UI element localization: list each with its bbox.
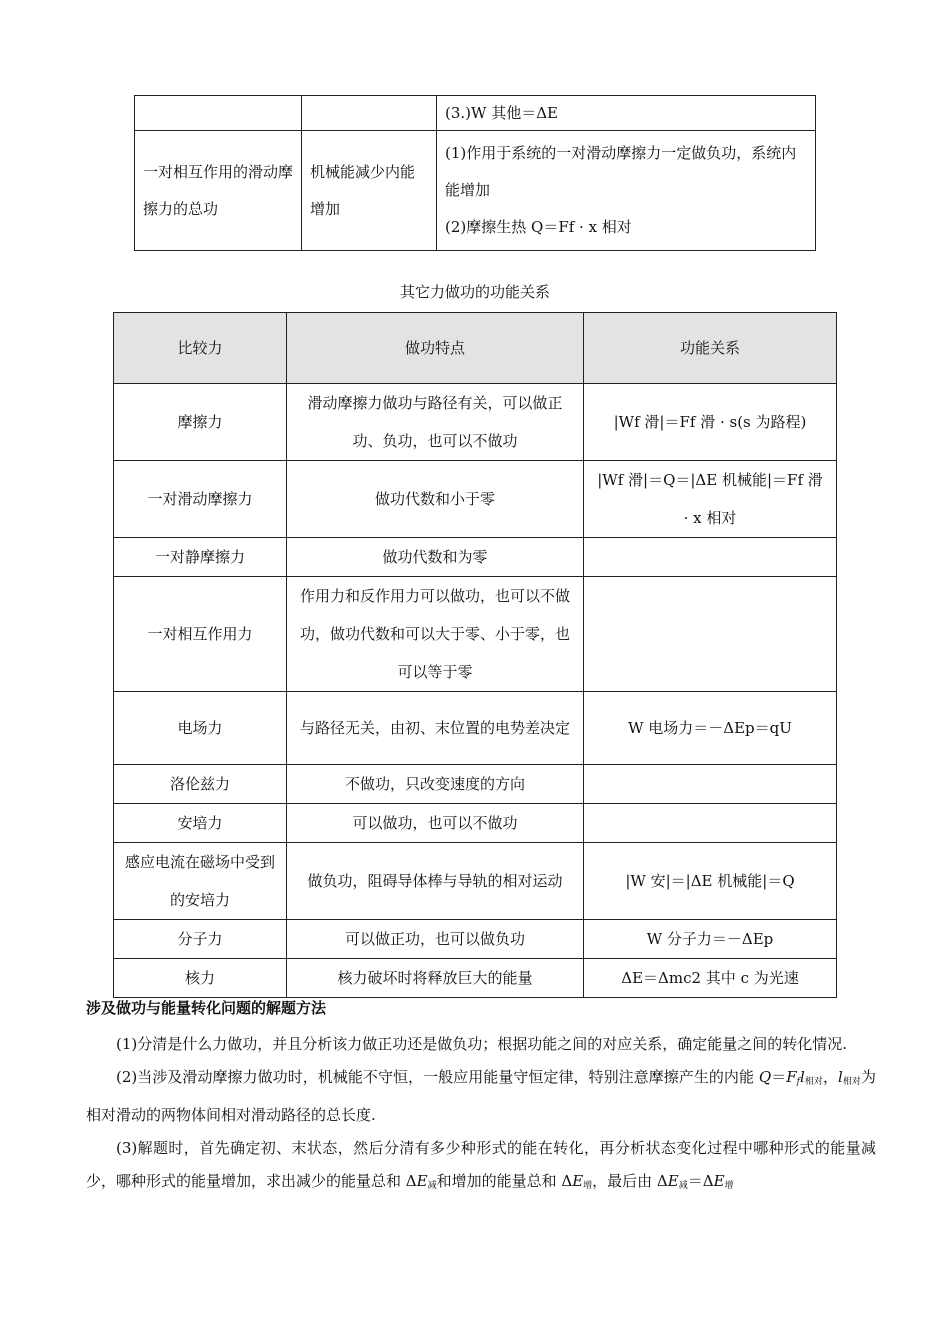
- force-cell: 洛伦兹力: [114, 765, 287, 804]
- cell-line: (2)摩擦生热 Q＝Ff · x 相对: [445, 218, 632, 236]
- table-row: [114, 920, 837, 959]
- table-cell: 机械能减少内能增加: [302, 131, 437, 251]
- work-energy-table: [113, 312, 837, 998]
- feature-cell: 核力破坏时将释放巨大的能量: [287, 959, 584, 998]
- paragraph-1: (1)分清是什么力做功，并且分析该力做正功还是做负功；根据功能之间的对应关系，确定能量之间的转化情况.: [116, 1035, 848, 1053]
- table-row: [114, 804, 837, 843]
- relation-cell: [584, 804, 837, 843]
- relation-cell: W 电场力＝－ΔEp＝qU: [584, 692, 837, 765]
- methods-section: [86, 997, 876, 1203]
- table-row: [114, 692, 837, 765]
- force-cell: 一对相互作用力: [114, 577, 287, 692]
- relation-cell: |W 安|＝|ΔE 机械能|＝Q: [584, 843, 837, 920]
- table-cell: 一对相互作用的滑动摩擦力的总功: [135, 131, 302, 251]
- feature-cell: 做功代数和小于零: [287, 461, 584, 538]
- table-cell: (3.)W 其他＝ΔE: [437, 96, 816, 131]
- paragraph-3: (3)解题时，首先确定初、末状态，然后分清有多少种形式的能在转化，再分析状态变化过程中哪种形式的能量减少，哪种形式的能量增加，求出减少的能量总和 $\Delta E_减$和增加的能量总和 $\Delta E_增$，最后由 $\Delta E_减=\Delta E_增$: [86, 1139, 876, 1191]
- relation-cell: [584, 538, 837, 577]
- table-cell: [135, 96, 302, 131]
- table-row: [114, 765, 837, 804]
- cell-line: (1)作用于系统的一对滑动摩擦力一定做负功，系统内能增加: [445, 144, 797, 199]
- relation-cell: ΔE＝Δmc2 其中 c 为光速: [584, 959, 837, 998]
- table-header-row: [114, 313, 837, 384]
- table-row: [114, 577, 837, 692]
- table-row: [114, 461, 837, 538]
- feature-cell: 可以做功，也可以不做功: [287, 804, 584, 843]
- relation-cell: |Wf 滑|＝Ff 滑 · s(s 为路程): [584, 384, 837, 461]
- force-cell: 分子力: [114, 920, 287, 959]
- feature-cell: 作用力和反作用力可以做功，也可以不做功，做功代数和可以大于零、小于零，也可以等于零: [287, 577, 584, 692]
- section-heading: 涉及做功与能量转化问题的解题方法: [86, 999, 327, 1017]
- force-cell: 安培力: [114, 804, 287, 843]
- force-cell: 核力: [114, 959, 287, 998]
- table-row: [135, 131, 816, 251]
- table-row: [114, 843, 837, 920]
- feature-cell: 可以做正功，也可以做负功: [287, 920, 584, 959]
- paragraph-2: (2)当涉及滑动摩擦力做功时，机械能不守恒，一般应用能量守恒定律，特别注意摩擦产生的内能 $Q=F_fl_{相对}$，$l_{相对}$为相对滑动的两物体间相对滑动路径的总长度.: [86, 1068, 876, 1124]
- table-row: [114, 384, 837, 461]
- relation-cell: W 分子力＝－ΔEp: [584, 920, 837, 959]
- column-header-relation: 功能关系: [584, 313, 837, 384]
- column-header-force: 比较力: [114, 313, 287, 384]
- table-row: [135, 96, 816, 131]
- table-caption: 其它力做功的功能关系: [399, 283, 550, 301]
- table-row: [114, 959, 837, 998]
- feature-cell: 滑动摩擦力做功与路径有关，可以做正功、负功，也可以不做功: [287, 384, 584, 461]
- force-cell: 摩擦力: [114, 384, 287, 461]
- feature-cell: 做负功，阻碍导体棒与导轨的相对运动: [287, 843, 584, 920]
- continued-table: [134, 95, 816, 251]
- feature-cell: 不做功，只改变速度的方向: [287, 765, 584, 804]
- force-cell: 一对静摩擦力: [114, 538, 287, 577]
- table-row: [114, 538, 837, 577]
- table-cell: [437, 131, 816, 251]
- relation-cell: [584, 765, 837, 804]
- force-cell: 一对滑动摩擦力: [114, 461, 287, 538]
- relation-cell: [584, 577, 837, 692]
- force-cell: 感应电流在磁场中受到的安培力: [114, 843, 287, 920]
- column-header-feature: 做功特点: [287, 313, 584, 384]
- table-cell: [302, 96, 437, 131]
- relation-cell: |Wf 滑|＝Q＝|ΔE 机械能|＝Ff 滑 · x 相对: [584, 461, 837, 538]
- force-cell: 电场力: [114, 692, 287, 765]
- feature-cell: 与路径无关，由初、末位置的电势差决定: [287, 692, 584, 765]
- feature-cell: 做功代数和为零: [287, 538, 584, 577]
